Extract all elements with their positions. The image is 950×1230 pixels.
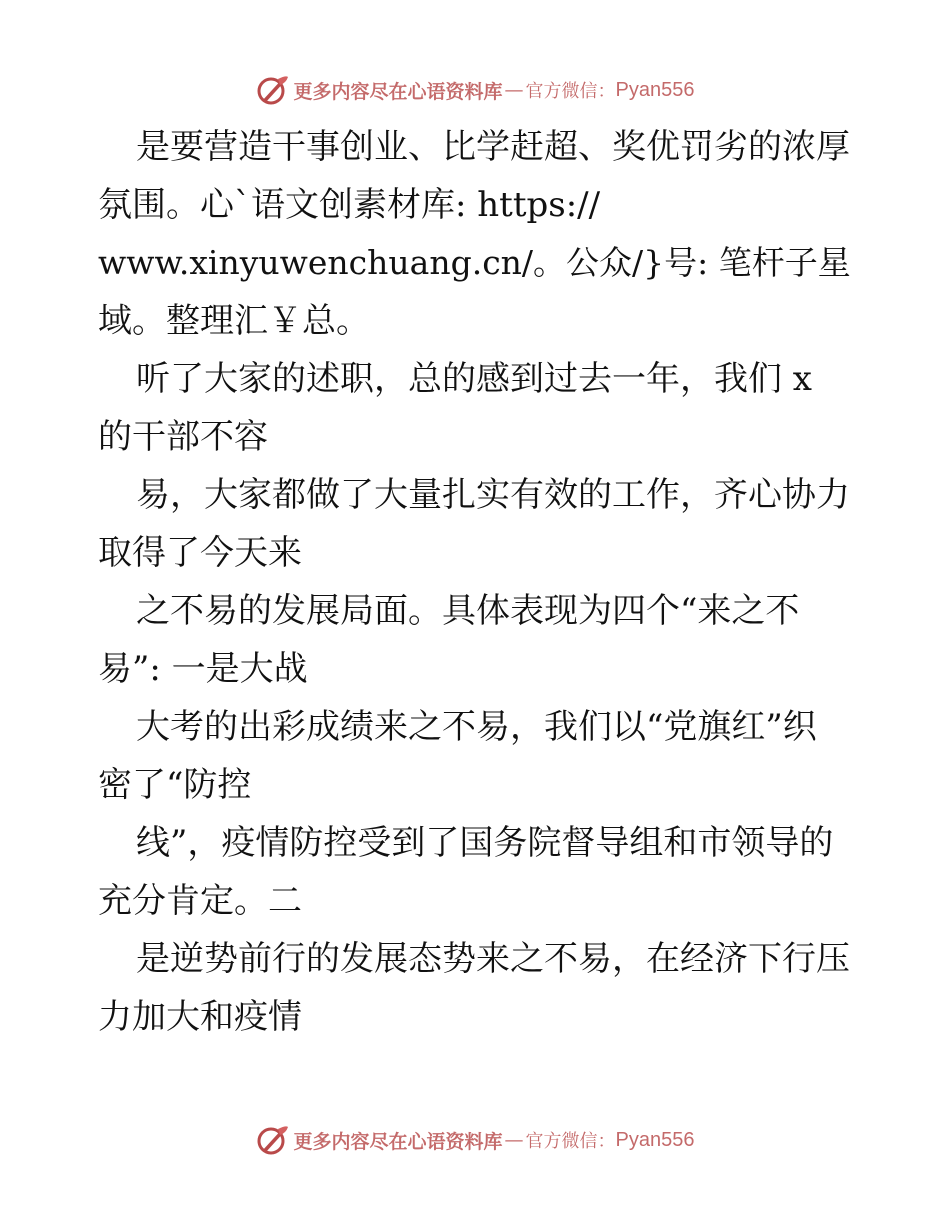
text-line: 易”: 一是大战 [98, 649, 308, 689]
watermark-official-label: 官方微信： [525, 81, 616, 102]
text-line: 听了大家的述职，总的感到过去一年，我们 x [136, 359, 812, 399]
watermark-dash: — [504, 79, 524, 101]
text-line: 域。整理汇￥总。 [98, 301, 370, 341]
text-line: www.xinyuwenchuang.cn/。公众/}号: 笔杆子星 [98, 243, 851, 282]
watermark-main-text: 更多内容尽在心语资料库 [293, 80, 503, 103]
text-line: 线”，疫情防控受到了国务院督导组和市领导的 [136, 823, 834, 863]
text-line: 的干部不容 [98, 417, 268, 457]
text-line: 氛围。心`语文创素材库: https:// [98, 185, 601, 225]
quill-logo-icon [256, 1123, 290, 1157]
quill-logo-icon [256, 73, 290, 107]
watermark-wechat-id: Pyan556 [615, 78, 695, 101]
text-line: 大考的出彩成绩来之不易，我们以“党旗红”织 [136, 707, 817, 747]
text-line: 充分肯定。二 [98, 881, 302, 921]
watermark-wechat-id: Pyan556 [615, 1128, 695, 1151]
text-line: 易，大家都做了大量扎实有效的工作，齐心协力 [136, 475, 850, 515]
text-line: 力加大和疫情 [98, 997, 302, 1037]
text-line: 是要营造干事创业、比学赶超、奖优罚劣的浓厚 [136, 127, 850, 167]
watermark-main-text: 更多内容尽在心语资料库 [293, 1130, 503, 1153]
header-watermark [0, 70, 950, 110]
text-line: 取得了今天来 [98, 533, 302, 573]
text-line: 密了“防控 [98, 765, 252, 805]
text-line: 之不易的发展局面。具体表现为四个“来之不 [136, 591, 800, 631]
text-line: 是逆势前行的发展态势来之不易，在经济下行压 [136, 939, 850, 979]
watermark-official-label: 官方微信： [525, 1131, 616, 1152]
watermark-dash: — [504, 1129, 524, 1151]
document-body [98, 118, 858, 1046]
footer-watermark [0, 1120, 950, 1160]
